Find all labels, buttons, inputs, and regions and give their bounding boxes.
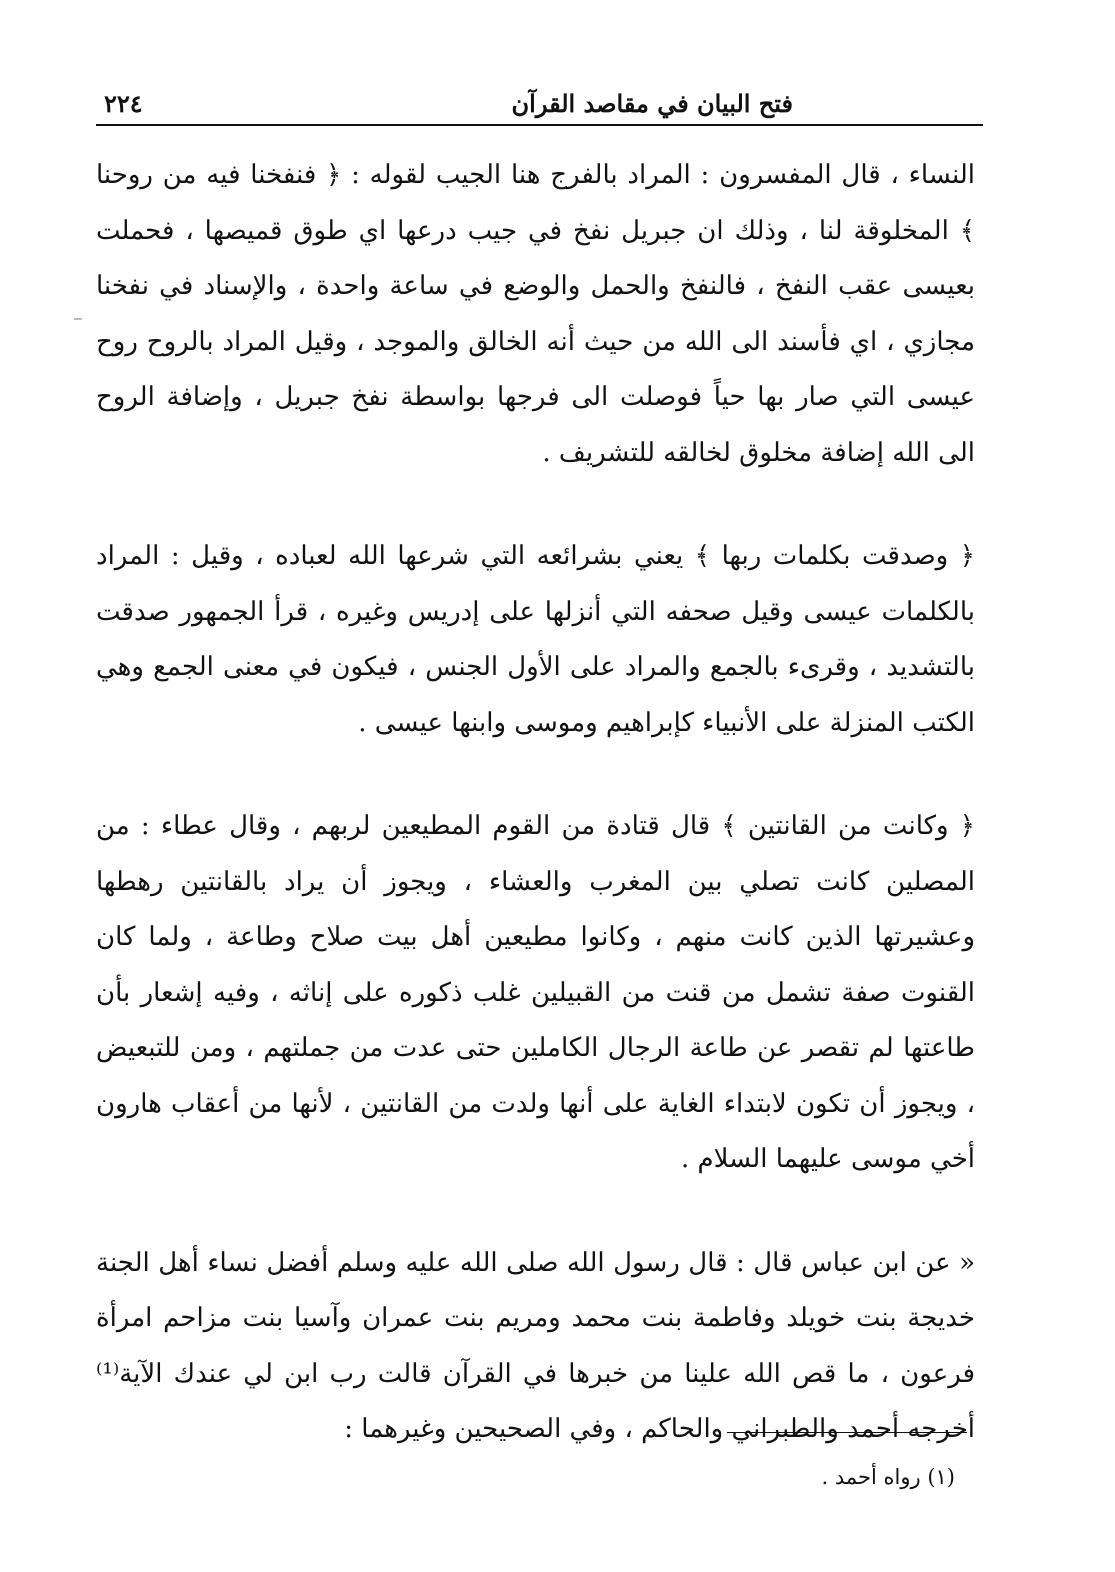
page-number: ٢٢٤: [104, 89, 143, 118]
footnote-divider: [727, 1432, 967, 1433]
book-title: فتح البيان في مقاصد القرآن: [511, 89, 793, 118]
running-header: [96, 78, 983, 126]
paragraph-2: ﴿ وصدقت بكلمات ربها ﴾ يعني بشرائعه التي شرعها الله لعباده ، وقيل : المراد بالكلمات عيسى وقيل صحفه التي أنزلها على إدريس وغيره ، قرأ الجمهور صدقت بالتشديد ، وقرىء بالجمع والمراد على الأول الجنس ، فيكون في معنى الجمع وهي الكتب المنزلة على الأنبياء كإبراهيم وموسى وابنها عيسى .: [96, 541, 975, 738]
footnote: (١) رواه أحمد .: [821, 1465, 955, 1489]
scan-artifact: [74, 318, 82, 320]
main-text: [96, 148, 975, 1506]
paragraph-1: النساء ، قال المفسرون : المراد بالفرج هنا الجيب لقوله : ﴿ فنفخنا فيه من روحنا ﴾ المخلوقة لنا ، وذلك ان جبريل نفخ في جيب درعها اي طوق قميصها ، فحملت بعيسى عقب النفخ ، فالنفخ والحمل والوضع في ساعة واحدة ، والإسناد في نفخنا مجازي ، اي فأسند الى الله من حيث أنه الخالق والموجد ، وقيل المراد بالروح روح عيسى التي صار بها حياً فوصلت الى فرجها بواسطة نفخ جبريل ، وإضافة الروح الى الله إضافة مخلوق لخالقه للتشريف .: [96, 160, 975, 468]
paragraph-4: « عن ابن عباس قال : قال رسول الله صلى الله عليه وسلم أفضل نساء أهل الجنة خديجة بنت خويلد وفاطمة بنت محمد ومريم بنت عمران وآسيا بنت مزاحم امرأة فرعون ، ما قص الله علينا من خبرها في القرآن قالت رب ابن لي عندك الآية⁽¹⁾ أخرجه أحمد والطبراني والحاكم ، وفي الصحيحين وغيرهما :: [96, 1247, 975, 1444]
paragraph-3: ﴿ وكانت من القانتين ﴾ قال قتادة من القوم المطيعين لربهم ، وقال عطاء : من المصلين كانت تصلي بين المغرب والعشاء ، ويجوز أن يراد بالقانتين رهطها وعشيرتها الذين كانت منهم ، وكانوا مطيعين أهل بيت صلاح وطاعة ، ولما كان القنوت صفة تشمل من قنت من القبيلين غلب ذكوره على إناثه ، وفيه إشعار بأن طاعتها لم تقصر عن طاعة الرجال الكاملين حتى عدت من جملتهم ، ومن للتبعيض ، ويجوز أن تكون لابتداء الغاية على أنها ولدت من القانتين ، لأنها من أعقاب هارون أخي موسى عليهما السلام .: [96, 811, 975, 1174]
